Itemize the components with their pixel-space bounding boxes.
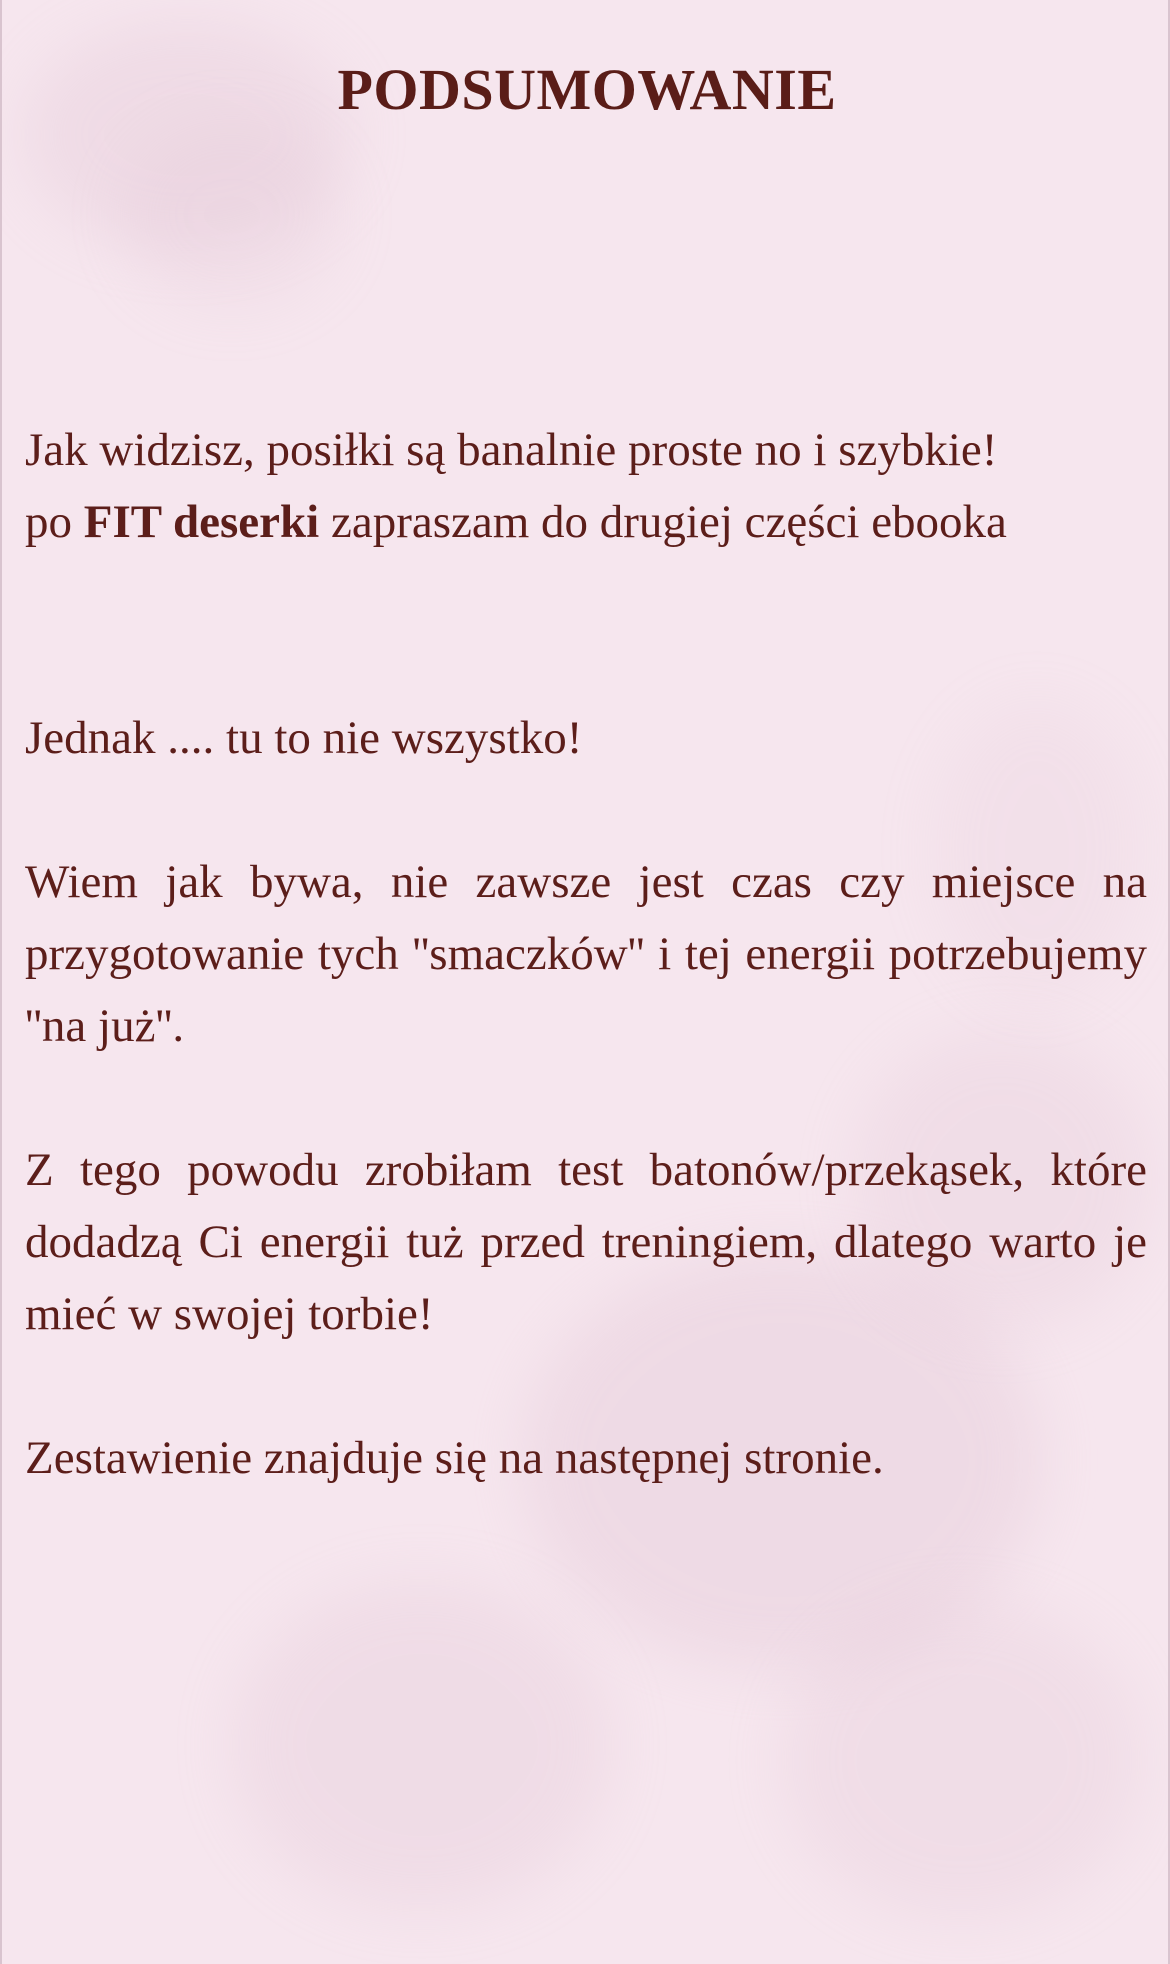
intro-line-2-prefix: po: [25, 496, 84, 548]
watercolor-cloud: [782, 1600, 1142, 1920]
intro-line-2: [25, 486, 1147, 558]
page-title: PODSUMOWANIE: [337, 57, 837, 122]
watercolor-cloud: [232, 1580, 612, 1910]
snack-test-paragraph: Z tego powodu zrobiłam test batonów/przekąsek, które dodadzą Ci energii tuż przed treningiem, dlatego warto je mieć w swojej torbie!: [25, 1144, 1147, 1340]
intro-line-2-suffix: zapraszam do drugiej części ebooka: [319, 496, 1007, 548]
time-paragraph: Wiem jak bywa, nie zawsze jest czas czy miejsce na przygotowanie tych ''smaczków'' i tej energii potrzebujemy ''na już''.: [25, 856, 1147, 1052]
fit-deserki-highlight: FIT deserki: [83, 496, 320, 548]
watercolor-cloud: [122, 120, 342, 310]
not-all-line: Jednak .... tu to nie wszystko!: [25, 712, 583, 764]
intro-line-1: Jak widzisz, posiłki są banalnie proste no i szybkie!: [25, 424, 998, 476]
intro-paragraph: [25, 414, 1147, 558]
next-page-note: Zestawienie znajduje się na następnej stronie.: [25, 1432, 884, 1484]
